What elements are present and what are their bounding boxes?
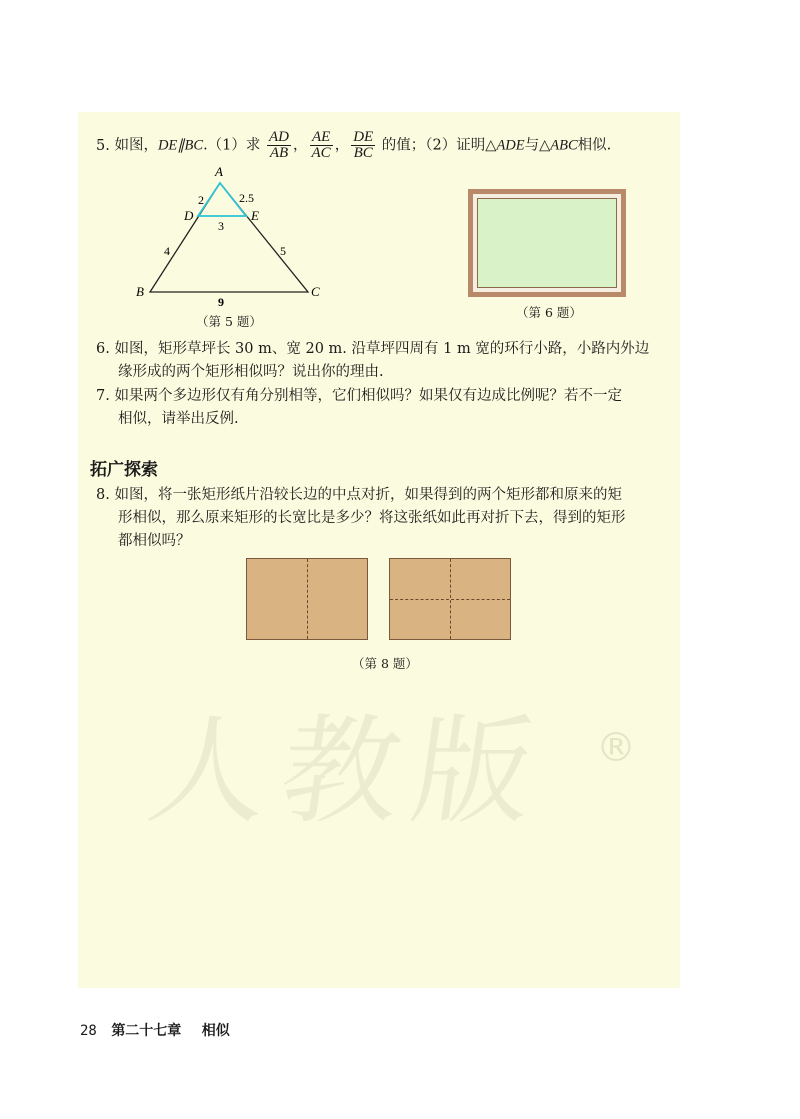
- q5-intro: 如图，: [114, 137, 158, 154]
- q8-line3: 都相似吗？: [118, 533, 191, 549]
- question-7: [96, 385, 622, 431]
- question-5: 5. 如图，DE∥BC.（1）求 $\frac{AD}{AB}$ ， $\frac{AE}{AC}$ ， $\frac{DE}{BC}$ 的值；（2）证明△ADE与△ABC相似.: [96, 129, 612, 161]
- publisher-watermark: 人教版: [140, 702, 556, 840]
- chapter-title: 相似: [201, 1023, 230, 1039]
- vertex-b: B: [136, 284, 144, 299]
- length-ec: 5: [280, 244, 286, 258]
- length-bc: 9: [218, 295, 224, 309]
- figure-8-caption: （第 8 题）: [352, 656, 418, 671]
- question-number: 6.: [96, 341, 110, 357]
- q5-part1-post: 的值；（2）证明△: [381, 137, 497, 154]
- fraction-de-bc: $\frac{DE}{BC}$: [353, 129, 374, 161]
- page-footer: [80, 1020, 230, 1040]
- registered-mark-icon: ®: [596, 725, 636, 771]
- lawn-inner-rectangle: [477, 198, 617, 288]
- vertex-d: D: [184, 208, 194, 223]
- vertex-a: A: [215, 164, 223, 179]
- length-de: 3: [218, 219, 224, 233]
- figure-6-lawn: [468, 189, 626, 297]
- triangle-abc: ABC: [550, 137, 578, 154]
- paper-folded-once: [246, 558, 368, 640]
- vertex-c: C: [311, 284, 320, 299]
- chapter-label: 第二十七章: [111, 1023, 182, 1039]
- fold-line-horizontal: [390, 599, 510, 600]
- q6-line2: 缘形成的两个矩形相似吗？说出你的理由.: [118, 364, 384, 380]
- length-ad: 2: [198, 193, 204, 207]
- triangle-ade: ADE: [496, 137, 525, 154]
- q7-line1: 如果两个多边形仅有角分别相等，它们相似吗？如果仅有边成比例呢？若不一定: [114, 388, 622, 404]
- length-db: 4: [164, 244, 170, 258]
- figure-5-triangle: [130, 160, 330, 310]
- figure-5-caption: （第 5 题）: [196, 314, 262, 329]
- question-number: 8.: [96, 487, 110, 503]
- q5-given: DE∥BC: [157, 137, 204, 154]
- q5-part1-pre: .（1）求: [203, 137, 261, 154]
- question-number: 5.: [96, 137, 110, 154]
- q8-line1: 如图，将一张矩形纸片沿较长边的中点对折，如果得到的两个矩形都和原来的矩: [114, 487, 622, 503]
- paper-folded-twice: [389, 558, 511, 640]
- length-ae: 2.5: [239, 191, 254, 205]
- figure-6-caption: （第 6 题）: [516, 305, 582, 320]
- page-number: 28: [80, 1023, 97, 1039]
- q7-line2: 相似，请举出反例.: [118, 411, 239, 427]
- question-8: [96, 484, 626, 553]
- vertex-e: E: [251, 208, 259, 223]
- fold-line-vertical: [307, 559, 308, 639]
- fraction-ad-ab: $\frac{AD}{AB}$: [269, 129, 290, 161]
- question-6: [96, 338, 649, 384]
- section-title: 拓广探索: [90, 460, 158, 480]
- q6-line1: 如图，矩形草坪长 30 m、宽 20 m. 沿草坪四周有 1 m 宽的环行小路，小路内外边: [114, 341, 650, 357]
- question-number: 7.: [96, 388, 110, 404]
- fraction-ae-ac: $\frac{AE}{AC}$: [311, 129, 331, 161]
- q8-line2: 形相似，那么原来矩形的长宽比是多少？将这张纸如此再对折下去，得到的矩形: [118, 510, 626, 526]
